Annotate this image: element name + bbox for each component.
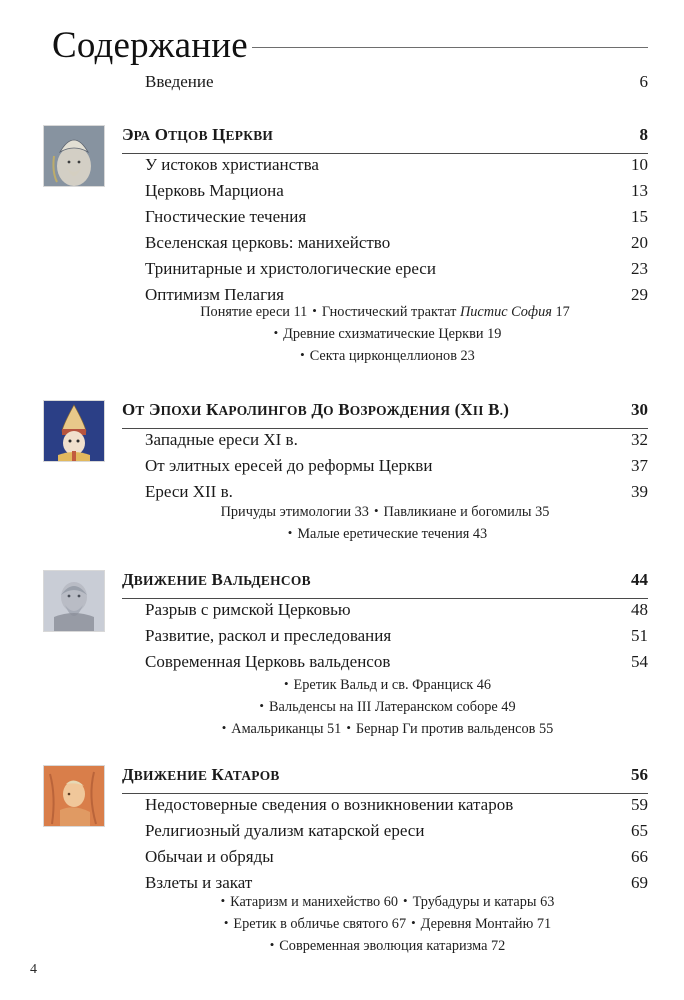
toc-entry-label: Оптимизм Пелагия	[145, 285, 284, 304]
bullet-icon: •	[373, 503, 379, 518]
toc-entry[interactable]	[122, 795, 648, 821]
toc-entry-label: Введение	[145, 72, 214, 91]
section-note-line	[122, 301, 648, 323]
toc-entry[interactable]	[122, 456, 648, 482]
note-text: Амальриканцы 51	[231, 721, 342, 737]
toc-entry-label: Развитие, раскол и преследования	[145, 626, 392, 645]
page-masthead	[52, 24, 648, 68]
note-text: Малые еретические течения 43	[297, 526, 488, 542]
cathar-fresco-thumbnail	[44, 766, 104, 826]
toc-entry-page: 37	[631, 456, 648, 475]
note-text: Деревня Монтайю 71	[420, 916, 552, 932]
bullet-icon: •	[269, 937, 275, 952]
bullet-icon: •	[312, 303, 317, 318]
page-title: Содержание	[52, 25, 248, 66]
toc-entry-label: Обычаи и обряды	[145, 847, 274, 866]
toc-entry-page: 39	[631, 482, 648, 501]
toc-entry[interactable]	[122, 847, 648, 873]
bullet-icon: •	[259, 698, 264, 713]
bullet-icon: •	[403, 893, 408, 908]
toc-entry-page: 23	[631, 259, 648, 278]
toc-entry-label: Тринитарные и христологические ереси	[145, 259, 436, 278]
toc-entry-page: 59	[631, 795, 648, 814]
section-note-line	[122, 718, 648, 740]
section-note-line	[122, 523, 648, 545]
bullet-icon: •	[220, 893, 226, 908]
section-thumbnail	[43, 570, 105, 632]
folio-number: 4	[30, 962, 37, 977]
toc-section-heading-label: ОТ ЭПОХИ КАРОЛИНГОВ ДО ВОЗРОЖДЕНИЯ (XII В.)	[122, 400, 510, 419]
note-text: Секта цирконцеллионов 23	[309, 348, 475, 364]
section-notes	[122, 674, 648, 740]
section-notes	[122, 501, 648, 545]
bullet-icon: •	[346, 720, 351, 735]
bishop-portrait-thumbnail	[44, 126, 104, 186]
toc-entry-label: Взлеты и закат	[145, 873, 253, 892]
bullet-icon: •	[411, 915, 416, 930]
toc-entry[interactable]	[122, 600, 648, 626]
toc-section-heading[interactable]	[122, 570, 648, 599]
pope-fresco-thumbnail	[44, 401, 104, 461]
note-text: Понятие ереси 11	[200, 304, 308, 320]
note-text: Еретик в обличье святого 67	[233, 916, 407, 932]
section-note-line	[122, 323, 648, 345]
toc-entry-page: 51	[631, 626, 648, 645]
section-rows	[122, 765, 648, 899]
toc-entry[interactable]	[122, 626, 648, 652]
toc-entry-label: Церковь Марциона	[145, 181, 284, 200]
bullet-icon: •	[273, 325, 279, 340]
toc-entry-page: 6	[639, 72, 648, 91]
section-thumbnail	[43, 400, 105, 462]
stone-statue-thumbnail	[44, 571, 104, 631]
toc-entry-page: 13	[631, 181, 648, 200]
toc-entry-label: Современная Церковь вальденсов	[145, 652, 391, 671]
note-text: Бернар Ги против вальденсов 55	[355, 721, 554, 737]
toc-entry-page: 32	[631, 430, 648, 449]
title-rule	[252, 47, 648, 48]
toc-entry-page: 20	[631, 233, 648, 252]
bullet-icon: •	[221, 720, 227, 735]
section-note-line	[122, 891, 648, 913]
note-text: Причуды этимологии 33	[220, 504, 369, 520]
toc-entry-page: 29	[631, 285, 648, 304]
section-note-line	[122, 345, 648, 367]
toc-entry-label: Вселенская церковь: манихейство	[145, 233, 391, 252]
bullet-icon: •	[283, 676, 289, 691]
toc-entry-page: 66	[631, 847, 648, 866]
section-notes	[122, 301, 648, 367]
section-rows	[122, 400, 648, 508]
toc-entry[interactable]	[122, 207, 648, 233]
toc-entry-page: 10	[631, 155, 648, 174]
note-text: Современная эволюция катаризма 72	[279, 938, 506, 954]
toc-entry-page: 15	[631, 207, 648, 226]
toc-section-heading-page: 30	[631, 400, 648, 419]
toc-entry-label: Ереси XII в.	[145, 482, 233, 501]
section-note-line	[122, 913, 648, 935]
toc-section-heading-page: 8	[639, 125, 648, 144]
section-note-line	[122, 501, 648, 523]
toc-entry-label: Западные ереси XI в.	[145, 430, 298, 449]
toc-section-heading-page: 56	[631, 765, 648, 784]
note-text: Еретик Вальд и св. Франциск 46	[293, 677, 492, 693]
note-text: Катаризм и манихейство 60	[230, 894, 399, 910]
toc-entry[interactable]	[122, 155, 648, 181]
note-title-italic: Пистис София	[459, 304, 552, 320]
bullet-icon: •	[287, 525, 293, 540]
toc-section-heading[interactable]	[122, 125, 648, 154]
section-note-line	[122, 674, 648, 696]
section-note-line	[122, 696, 648, 718]
toc-section-heading[interactable]	[122, 765, 648, 794]
note-text: 17	[551, 304, 570, 320]
toc-entry-introduction[interactable]	[122, 72, 648, 97]
section-thumbnail	[43, 765, 105, 827]
section-thumbnail	[43, 125, 105, 187]
section-note-line	[122, 935, 648, 957]
bullet-icon: •	[300, 347, 305, 362]
toc-entry-label: От элитных ересей до реформы Церкви	[145, 456, 433, 475]
note-text: Павликиане и богомилы 35	[383, 504, 550, 520]
toc-section-heading-label: ЭРА ОТЦОВ ЦЕРКВИ	[122, 125, 274, 144]
toc-entry-page: 69	[631, 873, 648, 892]
note-text: Гностический трактат	[321, 304, 460, 320]
intro-rows	[122, 72, 648, 97]
toc-entry[interactable]	[122, 821, 648, 847]
section-notes	[122, 891, 648, 957]
toc-entry[interactable]	[122, 259, 648, 285]
toc-entry-page: 65	[631, 821, 648, 840]
toc-section-heading-page: 44	[631, 570, 648, 589]
toc-section-heading[interactable]	[122, 400, 648, 429]
toc-entry-page: 48	[631, 600, 648, 619]
note-text: Вальденсы на III Латеранском соборе 49	[268, 699, 516, 715]
toc-entry-label: Гностические течения	[145, 207, 307, 226]
toc-entry[interactable]	[122, 233, 648, 259]
toc-section-heading-label: ДВИЖЕНИЕ ВАЛЬДЕНСОВ	[122, 570, 311, 589]
section-rows	[122, 125, 648, 311]
note-text: Древние схизматические Церкви 19	[283, 326, 502, 342]
toc-entry[interactable]	[122, 430, 648, 456]
note-text: Трубадуры и катары 63	[412, 894, 555, 910]
toc-entry[interactable]	[122, 181, 648, 207]
toc-section-heading-label: ДВИЖЕНИЕ КАТАРОВ	[122, 765, 280, 784]
toc-entry-label: Недостоверные сведения о возникновении катаров	[145, 795, 514, 814]
toc-entry-label: У истоков христианства	[145, 155, 319, 174]
toc-entry-page: 54	[631, 652, 648, 671]
bullet-icon: •	[223, 915, 229, 930]
section-rows	[122, 570, 648, 678]
toc-entry-label: Разрыв с римской Церковью	[145, 600, 351, 619]
toc-entry-label: Религиозный дуализм катарской ереси	[145, 821, 425, 840]
